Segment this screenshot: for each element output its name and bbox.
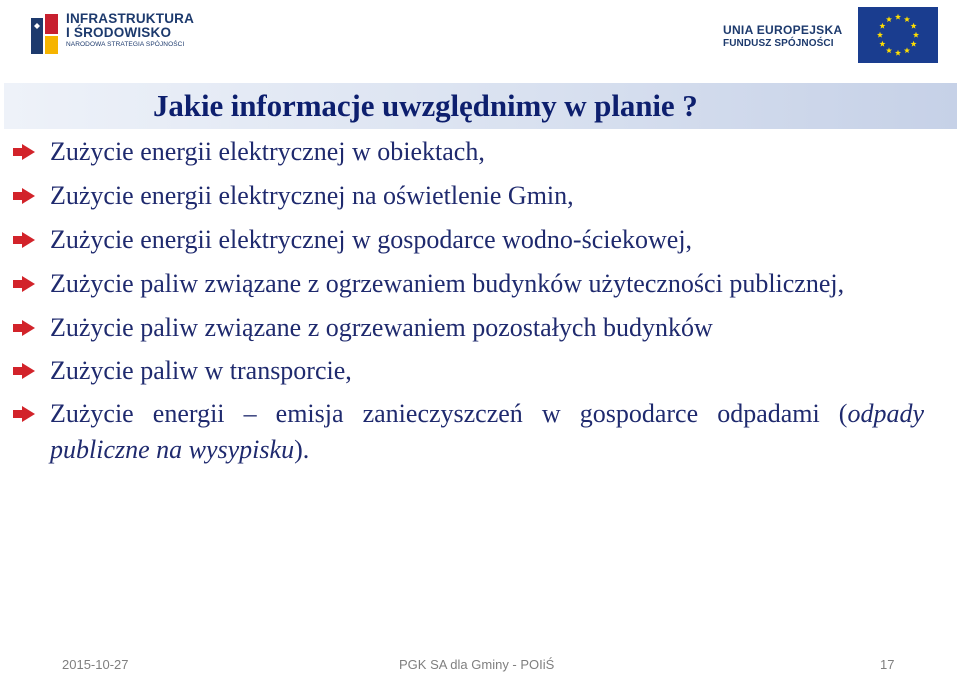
logo-mark-icon — [30, 12, 60, 56]
bullet-text: Zużycie energii elektrycznej w obiektach, — [50, 137, 485, 166]
bullet-text: Zużycie paliw związane z ogrzewaniem budynków użyteczności publicznej, — [50, 269, 845, 298]
bullet-text: Zużycie paliw w transporcie, — [50, 356, 352, 385]
bullet-text: Zużycie energii – emisja zanieczyszczeń w gospodarce odpadami ( — [50, 399, 848, 428]
bullet-list — [12, 134, 924, 476]
bullet-item — [12, 266, 924, 302]
arrow-bullet-icon — [12, 232, 36, 248]
arrow-bullet-icon — [12, 276, 36, 292]
footer-title: PGK SA dla Gminy - POIiŚ — [399, 657, 555, 672]
bullet-text: Zużycie energii elektrycznej na oświetlenie Gmin, — [50, 181, 574, 210]
logo-left-line2: I ŚRODOWISKO — [66, 25, 172, 41]
bullet-text-italic: odpady publiczne na wysypisku — [50, 399, 924, 464]
logo-infrastruktura — [30, 12, 200, 58]
arrow-bullet-icon — [12, 406, 36, 422]
bullet-item — [12, 178, 924, 214]
arrow-bullet-icon — [12, 188, 36, 204]
arrow-bullet-icon — [12, 320, 36, 336]
slide-title: Jakie informacje uwzględnimy w planie ? — [153, 88, 698, 123]
logo-right-line1: UNIA EUROPEJSKA — [723, 23, 843, 37]
bullet-item — [12, 134, 924, 170]
bullet-item — [12, 396, 924, 468]
bullet-item — [12, 310, 924, 346]
bullet-text: Zużycie energii elektrycznej w gospodarce wodno-ściekowej, — [50, 225, 693, 254]
bullet-text: Zużycie paliw związane z ogrzewaniem pozostałych budynków — [50, 313, 713, 342]
logo-left-line1: INFRASTRUKTURA — [66, 11, 195, 26]
logo-eu — [723, 7, 938, 63]
eu-flag-icon — [858, 7, 938, 63]
logo-left-line3: NARODOWA STRATEGIA SPÓJNOŚCI — [66, 41, 185, 49]
footer-date: 2015-10-27 — [62, 657, 129, 672]
logo-right-line2: FUNDUSZ SPÓJNOŚCI — [723, 37, 834, 49]
page-number: 17 — [880, 657, 895, 672]
arrow-bullet-icon — [12, 144, 36, 160]
arrow-bullet-icon — [12, 363, 36, 379]
bullet-text-tail: ). — [294, 435, 310, 464]
bullet-item — [12, 222, 924, 258]
bullet-item — [12, 353, 924, 389]
